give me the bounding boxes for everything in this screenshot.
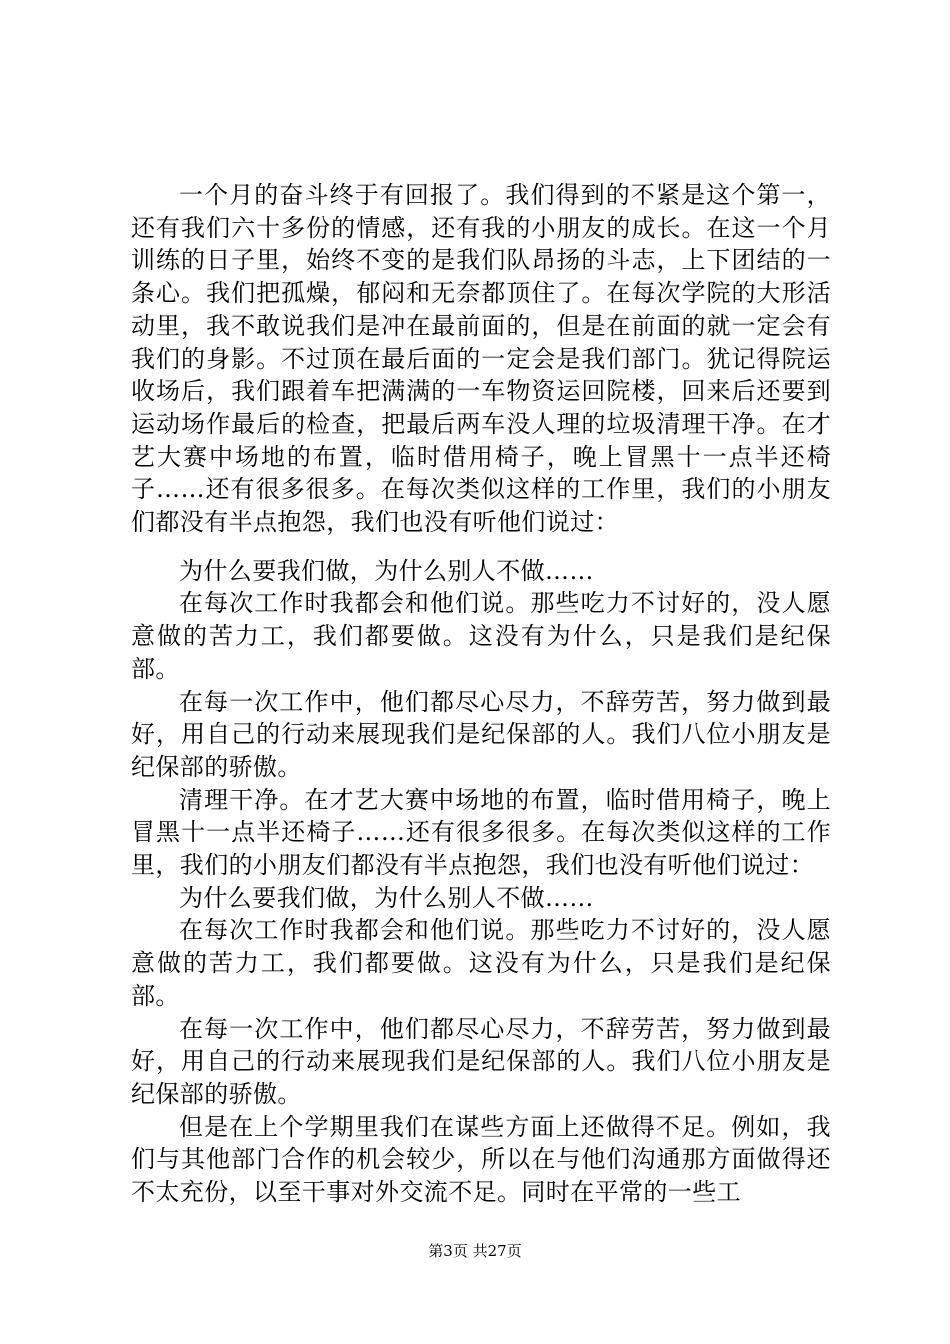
paragraph-5: 清理干净。在才艺大赛中场地的布置，临时借用椅子，晚上冒黑十一点半还椅子……还有很多很多。在每次类似这样的工作里，我们的小朋友们都没有半点抱怨，我们也没有听他们说过：	[131, 785, 831, 880]
body-text	[131, 179, 831, 1209]
paragraph-3: 在每次工作时我都会和他们说。那些吃力不讨好的，没人愿意做的苦力工，我们都要做。这没有为什么，只是我们是纪保部。	[131, 589, 831, 683]
page-footer	[0, 1241, 950, 1261]
paragraph-1: 一个月的奋斗终于有回报了。我们得到的不紧是这个第一，还有我们六十多份的情感，还有我的小朋友的成长。在这一个月训练的日子里，始终不变的是我们队昂扬的斗志，上下团结的一条心。我们把孤燥，郁闷和无奈都顶住了。在每次学院的大形活动里，我不敢说我们是冲在最前面的，但是在前面的就一定会有我们的身影。不过顶在最后面的一定会是我们部门。犹记得院运收场后，我们跟着车把满满的一车物资运回院楼，回来后还要到运动场作最后的检查，把最后两车没人理的垃圾清理干净。在才艺大赛中场地的布置，临时借用椅子，晚上冒黑十一点半还椅子……还有很多很多。在每次类似这样的工作里，我们的小朋友们都没有半点抱怨，我们也没有听他们说过：	[131, 181, 831, 537]
paragraph-7: 在每次工作时我都会和他们说。那些吃力不讨好的，没人愿意做的苦力工，我们都要做。这没有为什么，只是我们是纪保部。	[131, 916, 831, 1010]
paragraph-8: 在每一次工作中，他们都尽心尽力，不辞劳苦，努力做到最好，用自己的行动来展现我们是纪保部的人。我们八位小朋友是纪保部的骄傲。	[131, 1014, 831, 1108]
page-number-label: 第3页 共27页	[428, 1242, 522, 1260]
paragraph-4: 在每一次工作中，他们都尽心尽力，不辞劳苦，努力做到最好，用自己的行动来展现我们是纪保部的人。我们八位小朋友是纪保部的骄傲。	[131, 687, 831, 781]
paragraph-9: 但是在上个学期里我们在谋些方面上还做得不足。例如，我们与其他部门合作的机会较少，所以在与他们沟通那方面做得还不太充份，以至干事对外交流不足。同时在平常的一些工	[131, 1112, 831, 1207]
paragraph-2: 为什么要我们做，为什么别人不做……	[179, 556, 594, 585]
paragraph-6: 为什么要我们做，为什么别人不做……	[179, 883, 594, 912]
